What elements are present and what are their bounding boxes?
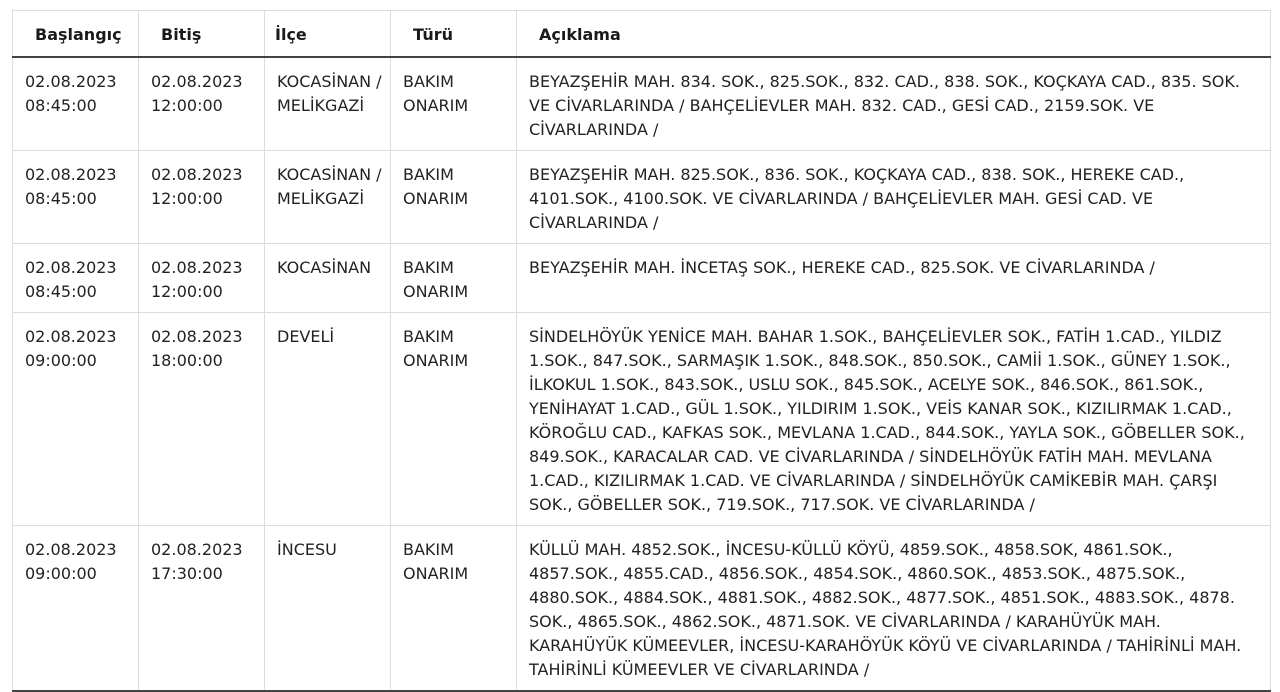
start-time: 08:45:00 <box>25 281 97 301</box>
end-date: 02.08.2023 <box>151 71 243 91</box>
cell-district: KOCASİNAN <box>265 243 391 312</box>
outage-table-container <box>12 10 1270 692</box>
table-row <box>13 57 1271 151</box>
end-time: 12:00:00 <box>151 95 223 115</box>
cell-type: BAKIM ONARIM <box>391 57 517 151</box>
table-row <box>13 312 1271 525</box>
cell-end <box>139 312 265 525</box>
cell-end <box>139 525 265 691</box>
end-time: 18:00:00 <box>151 350 223 370</box>
start-time: 08:45:00 <box>25 188 97 208</box>
table-row <box>13 150 1271 243</box>
cell-description: BEYAZŞEHİR MAH. İNCETAŞ SOK., HEREKE CAD., 825.SOK. VE CİVARLARINDA / <box>517 243 1271 312</box>
cell-description: KÜLLÜ MAH. 4852.SOK., İNCESU-KÜLLÜ KÖYÜ, 4859.SOK., 4858.SOK, 4861.SOK., 4857.SOK., 4855.CAD., 4856.SOK., 4854.SOK., 4860.SOK., 4853.SOK., 4875.SOK., 4880.SOK., 4884.SOK., 4881.SOK., 4882.SOK., 4877.SOK., 4851.SOK., 4883.SOK., 4878. SOK., 4865.SOK., 4862.SOK., 4871.SOK. VE CİVARLARINDA / KARAHÜYÜK MAH. KARAHÜYÜK KÜMEEVLER, İNCESU-KARAHÖYÜK KÖYÜ VE CİVARLARINDA / TAHİRİNLİ MAH. TAHİRİNLİ KÜMEEVLER VE CİVARLARINDA / <box>517 525 1271 691</box>
end-date: 02.08.2023 <box>151 164 243 184</box>
end-time: 17:30:00 <box>151 563 223 583</box>
cell-start <box>13 525 139 691</box>
header-description[interactable]: Açıklama <box>517 11 1271 57</box>
start-time: 08:45:00 <box>25 95 97 115</box>
cell-district: KOCASİNAN / MELİKGAZİ <box>265 57 391 151</box>
end-date: 02.08.2023 <box>151 257 243 277</box>
header-start[interactable]: Başlangıç <box>13 11 139 57</box>
cell-start <box>13 243 139 312</box>
start-date: 02.08.2023 <box>25 257 117 277</box>
header-district[interactable]: İlçe <box>265 11 391 57</box>
table-row <box>13 243 1271 312</box>
cell-district: KOCASİNAN / MELİKGAZİ <box>265 150 391 243</box>
cell-description: BEYAZŞEHİR MAH. 825.SOK., 836. SOK., KOÇKAYA CAD., 838. SOK., HEREKE CAD., 4101.SOK., 4100.SOK. VE CİVARLARINDA / BAHÇELİEVLER MAH. GESİ CAD. VE CİVARLARINDA / <box>517 150 1271 243</box>
table-header <box>13 11 1271 57</box>
start-date: 02.08.2023 <box>25 71 117 91</box>
header-row <box>13 11 1271 57</box>
cell-description: SİNDELHÖYÜK YENİCE MAH. BAHAR 1.SOK., BAHÇELİEVLER SOK., FATİH 1.CAD., YILDIZ 1.SOK., 847.SOK., SARMAŞIK 1.SOK., 848.SOK., 850.SOK., CAMİİ 1.SOK., GÜNEY 1.SOK., İLKOKUL 1.SOK., 843.SOK., USLU SOK., 845.SOK., ACELYE SOK., 846.SOK., 861.SOK., YENİHAYAT 1.CAD., GÜL 1.SOK., YILDIRIM 1.SOK., VEİS KANAR SOK., KIZILIRMAK 1.CAD., KÖROĞLU CAD., KAFKAS SOK., MEVLANA 1.CAD., 844.SOK., YAYLA SOK., GÖBELLER SOK., 849.SOK., KARACALAR CAD. VE CİVARLARINDA / SİNDELHÖYÜK FATİH MAH. MEVLANA 1.CAD., KIZILIRMAK 1.CAD. VE CİVARLARINDA / SİNDELHÖYÜK CAMİKEBİR MAH. ÇARŞI SOK., GÖBELLER SOK., 719.SOK., 717.SOK. VE CİVARLARINDA / <box>517 312 1271 525</box>
end-date: 02.08.2023 <box>151 539 243 559</box>
cell-type: BAKIM ONARIM <box>391 525 517 691</box>
start-date: 02.08.2023 <box>25 326 117 346</box>
cell-start <box>13 312 139 525</box>
header-type[interactable]: Türü <box>391 11 517 57</box>
cell-district: DEVELİ <box>265 312 391 525</box>
start-date: 02.08.2023 <box>25 539 117 559</box>
cell-end <box>139 150 265 243</box>
cell-description: BEYAZŞEHİR MAH. 834. SOK., 825.SOK., 832. CAD., 838. SOK., KOÇKAYA CAD., 835. SOK. VE CİVARLARINDA / BAHÇELİEVLER MAH. 832. CAD., GESİ CAD., 2159.SOK. VE CİVARLARINDA / <box>517 57 1271 151</box>
cell-type: BAKIM ONARIM <box>391 243 517 312</box>
cell-start <box>13 57 139 151</box>
outage-table <box>12 10 1271 692</box>
start-date: 02.08.2023 <box>25 164 117 184</box>
table-body <box>13 57 1271 691</box>
cell-type: BAKIM ONARIM <box>391 312 517 525</box>
cell-end <box>139 57 265 151</box>
start-time: 09:00:00 <box>25 350 97 370</box>
start-time: 09:00:00 <box>25 563 97 583</box>
end-date: 02.08.2023 <box>151 326 243 346</box>
cell-type: BAKIM ONARIM <box>391 150 517 243</box>
cell-district: İNCESU <box>265 525 391 691</box>
cell-end <box>139 243 265 312</box>
end-time: 12:00:00 <box>151 281 223 301</box>
header-end[interactable]: Bitiş <box>139 11 265 57</box>
cell-start <box>13 150 139 243</box>
table-row <box>13 525 1271 691</box>
end-time: 12:00:00 <box>151 188 223 208</box>
